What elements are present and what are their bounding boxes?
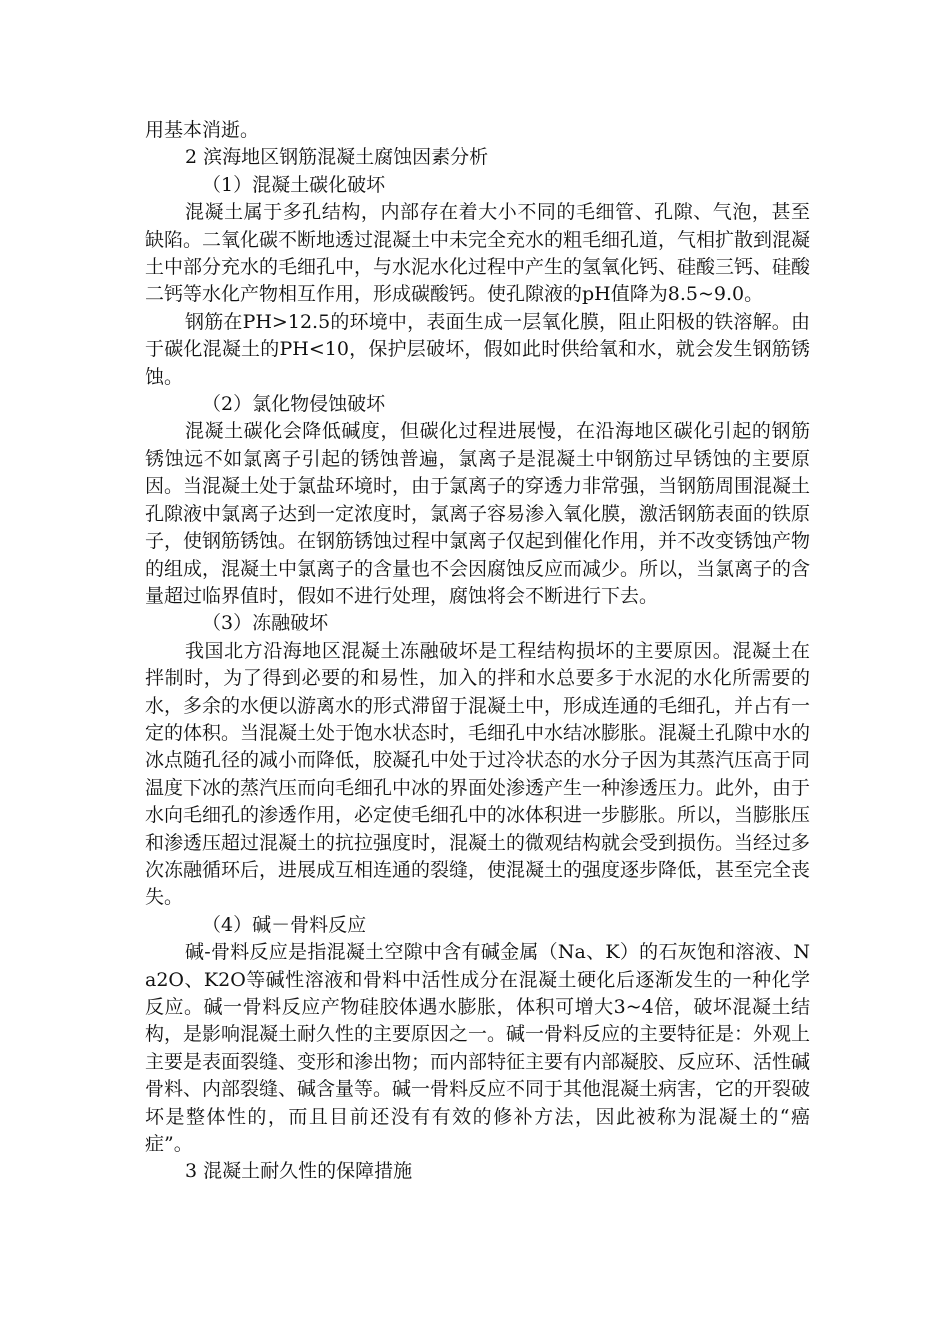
subsection-heading-chloride: （2）氯化物侵蚀破坏 [202,393,386,416]
section-heading-3: 3 混凝土耐久性的保障措施 [185,1160,413,1183]
paragraph-alkali-aggregate: 碱-骨料反应是指混凝土空隙中含有碱金属（Na、K）的石灰饱和溶液、Na2O、K2O等碱性溶液和骨料中活性成分在混凝土硬化后逐渐发生的一种化学反应。碱一骨料反应产物硅胶体遇水膨胀，体积可增大3~4倍，破坏混凝土结构，是影响混凝土耐久性的主要原因之一。碱一骨料反应的主要特征是：外观上主要是表面裂缝、变形和渗出物；而内部特征主要有内部凝胶、反应环、活性碱骨料、内部裂缝、碱含量等。碱一骨料反应不同于其他混凝土病害，它的开裂破坏是整体性的，而且目前还没有有效的修补方法，因此被称为混凝土的“癌症”。 [145,941,811,1156]
paragraph-carbonation-2: 钢筋在PH>12.5的环境中，表面生成一层氧化膜，阻止阳极的铁溶解。由于碳化混凝土的PH<10，保护层破坏，假如此时供给氧和水，就会发生钢筋锈蚀。 [145,310,810,388]
paragraph-carbonation-1: 混凝土属于多孔结构，内部存在着大小不同的毛细管、孔隙、气泡，甚至缺陷。二氧化碳不断地透过混凝土中未完全充水的粗毛细孔道，气相扩散到混凝土中部分充水的毛细孔中，与水泥水化过程中产生的氢氧化钙、硅酸三钙、硅酸二钙等水化产物相互作用，形成碳酸钙。使孔隙液的pH值降为8.5~9.0。 [145,201,811,306]
paragraph-chloride: 混凝土碳化会降低碱度，但碳化过程进展慢，在沿海地区碳化引起的钢筋锈蚀远不如氯离子引起的锈蚀普遍，氯离子是混凝土中钢筋过早锈蚀的主要原因。当混凝土处于氯盐环境时，由于氯离子的穿透力非常强，当钢筋周围混凝土孔隙液中氯离子达到一定浓度时，氯离子容易渗入氧化膜，激活钢筋表面的铁原子，使钢筋锈蚀。在钢筋锈蚀过程中氯离子仅起到催化作用，并不改变锈蚀产物的组成，混凝土中氯离子的含量也不会因腐蚀反应而减少。所以，当氯离子的含量超过临界值时，假如不进行处理，腐蚀将会不断进行下去。 [145,420,811,607]
paragraph-freeze-thaw: 我国北方沿海地区混凝土冻融破坏是工程结构损坏的主要原因。混凝土在拌制时，为了得到必要的和易性，加入的拌和水总要多于水泥的水化所需要的水，多余的水便以游离水的形式滞留于混凝土中，形成连通的毛细孔，并占有一定的体积。当混凝土处于饱水状态时，毛细孔中水结冰膨胀。混凝土孔隙中水的冰点随孔径的减小而降低，胶凝孔中处于过冷状态的水分子因为其蒸汽压高于同温度下冰的蒸汽压而向毛细孔中冰的界面处渗透产生一种渗透压力。此外，由于水向毛细孔的渗透作用，必定使毛细孔中的冰体积进一步膨胀。所以，当膨胀压和渗透压超过混凝土的抗拉强度时，混凝土的微观结构就会受到损伤。当经过多次冻融循环后，进展成互相连通的裂缝，使混凝土的强度逐步降低，甚至完全丧失。 [145,639,811,909]
subsection-heading-freeze-thaw: （3）冻融破坏 [202,612,329,635]
document-page [145,117,810,1186]
paragraph-continuation: 用基本消逝。 [145,119,260,141]
subsection-heading-carbonation: （1）混凝土碳化破坏 [202,173,386,196]
subsection-heading-alkali-aggregate: （4）碱－骨料反应 [202,913,367,936]
section-heading-2: 2 滨海地区钢筋混凝土腐蚀因素分析 [185,146,489,169]
